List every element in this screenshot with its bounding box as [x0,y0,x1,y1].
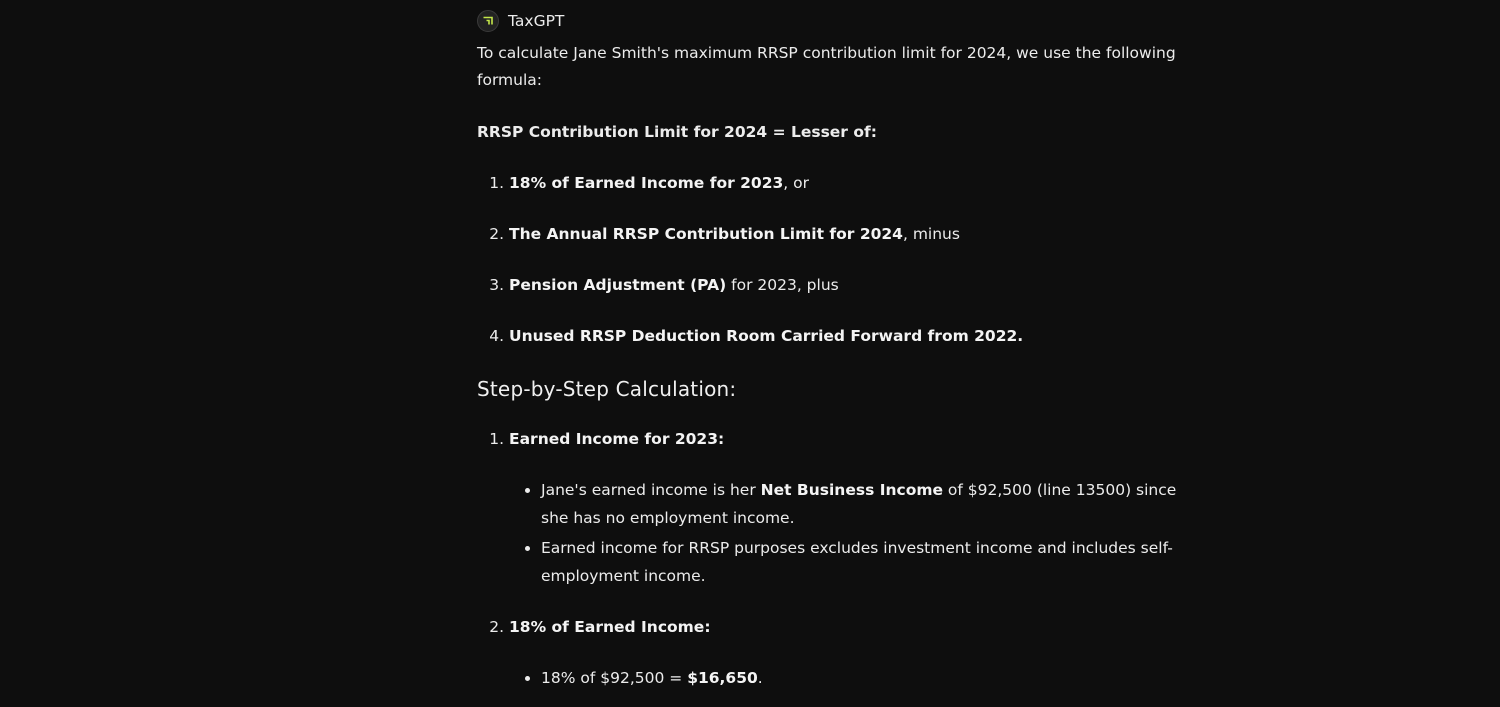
formula-item [509,323,1177,350]
formula-item [509,170,1177,197]
step-item [509,614,1177,693]
bullet-item [541,477,1177,532]
formula-item-bold: Pension Adjustment (PA) [509,276,727,294]
step-title: Earned Income for 2023: [509,430,725,448]
step-bullets [509,477,1177,590]
bullet-item [541,665,1177,693]
chat-message [477,8,1177,693]
section-heading: Step-by-Step Calculation: [477,377,737,401]
step-title: 18% of Earned Income: [509,618,711,636]
formula-item-bold: Unused RRSP Deduction Room Carried Forward from 2022. [509,327,1024,345]
assistant-name: TaxGPT [508,12,565,30]
formula-item-bold: The Annual RRSP Contribution Limit for 2024 [509,225,903,243]
formula-item [509,272,1177,299]
formula-item-rest: for 2023, plus [726,276,839,294]
step-item [509,426,1177,590]
formula-item-rest: , or [783,174,810,192]
bullet-bold: $16,650 [687,669,758,687]
bullet-text: 18% of $92,500 = [541,669,688,687]
bullet-bold: Net Business Income [760,481,943,499]
formula-item-rest: , minus [902,225,960,243]
message-header [477,8,1177,34]
formula-item [509,221,1177,248]
bullet-text: Jane's earned income is her [541,481,761,499]
bullet-text: Earned income for RRSP purposes excludes investment income and includes self-employment income. [541,539,1173,585]
intro-paragraph: To calculate Jane Smith's maximum RRSP contribution limit for 2024, we use the following formula: [477,44,1176,89]
taxgpt-logo-icon [477,10,499,32]
formula-list [477,170,1177,350]
formula-item-bold: 18% of Earned Income for 2023 [509,174,784,192]
formula-heading: RRSP Contribution Limit for 2024 = Lesser of: [477,123,877,141]
step-bullets [509,665,1177,693]
steps-list [477,426,1177,693]
bullet-item [541,535,1177,590]
bullet-text: . [757,669,763,687]
bullet-text: of $92,500 (line 13500) since she has no employment income. [541,481,1177,527]
